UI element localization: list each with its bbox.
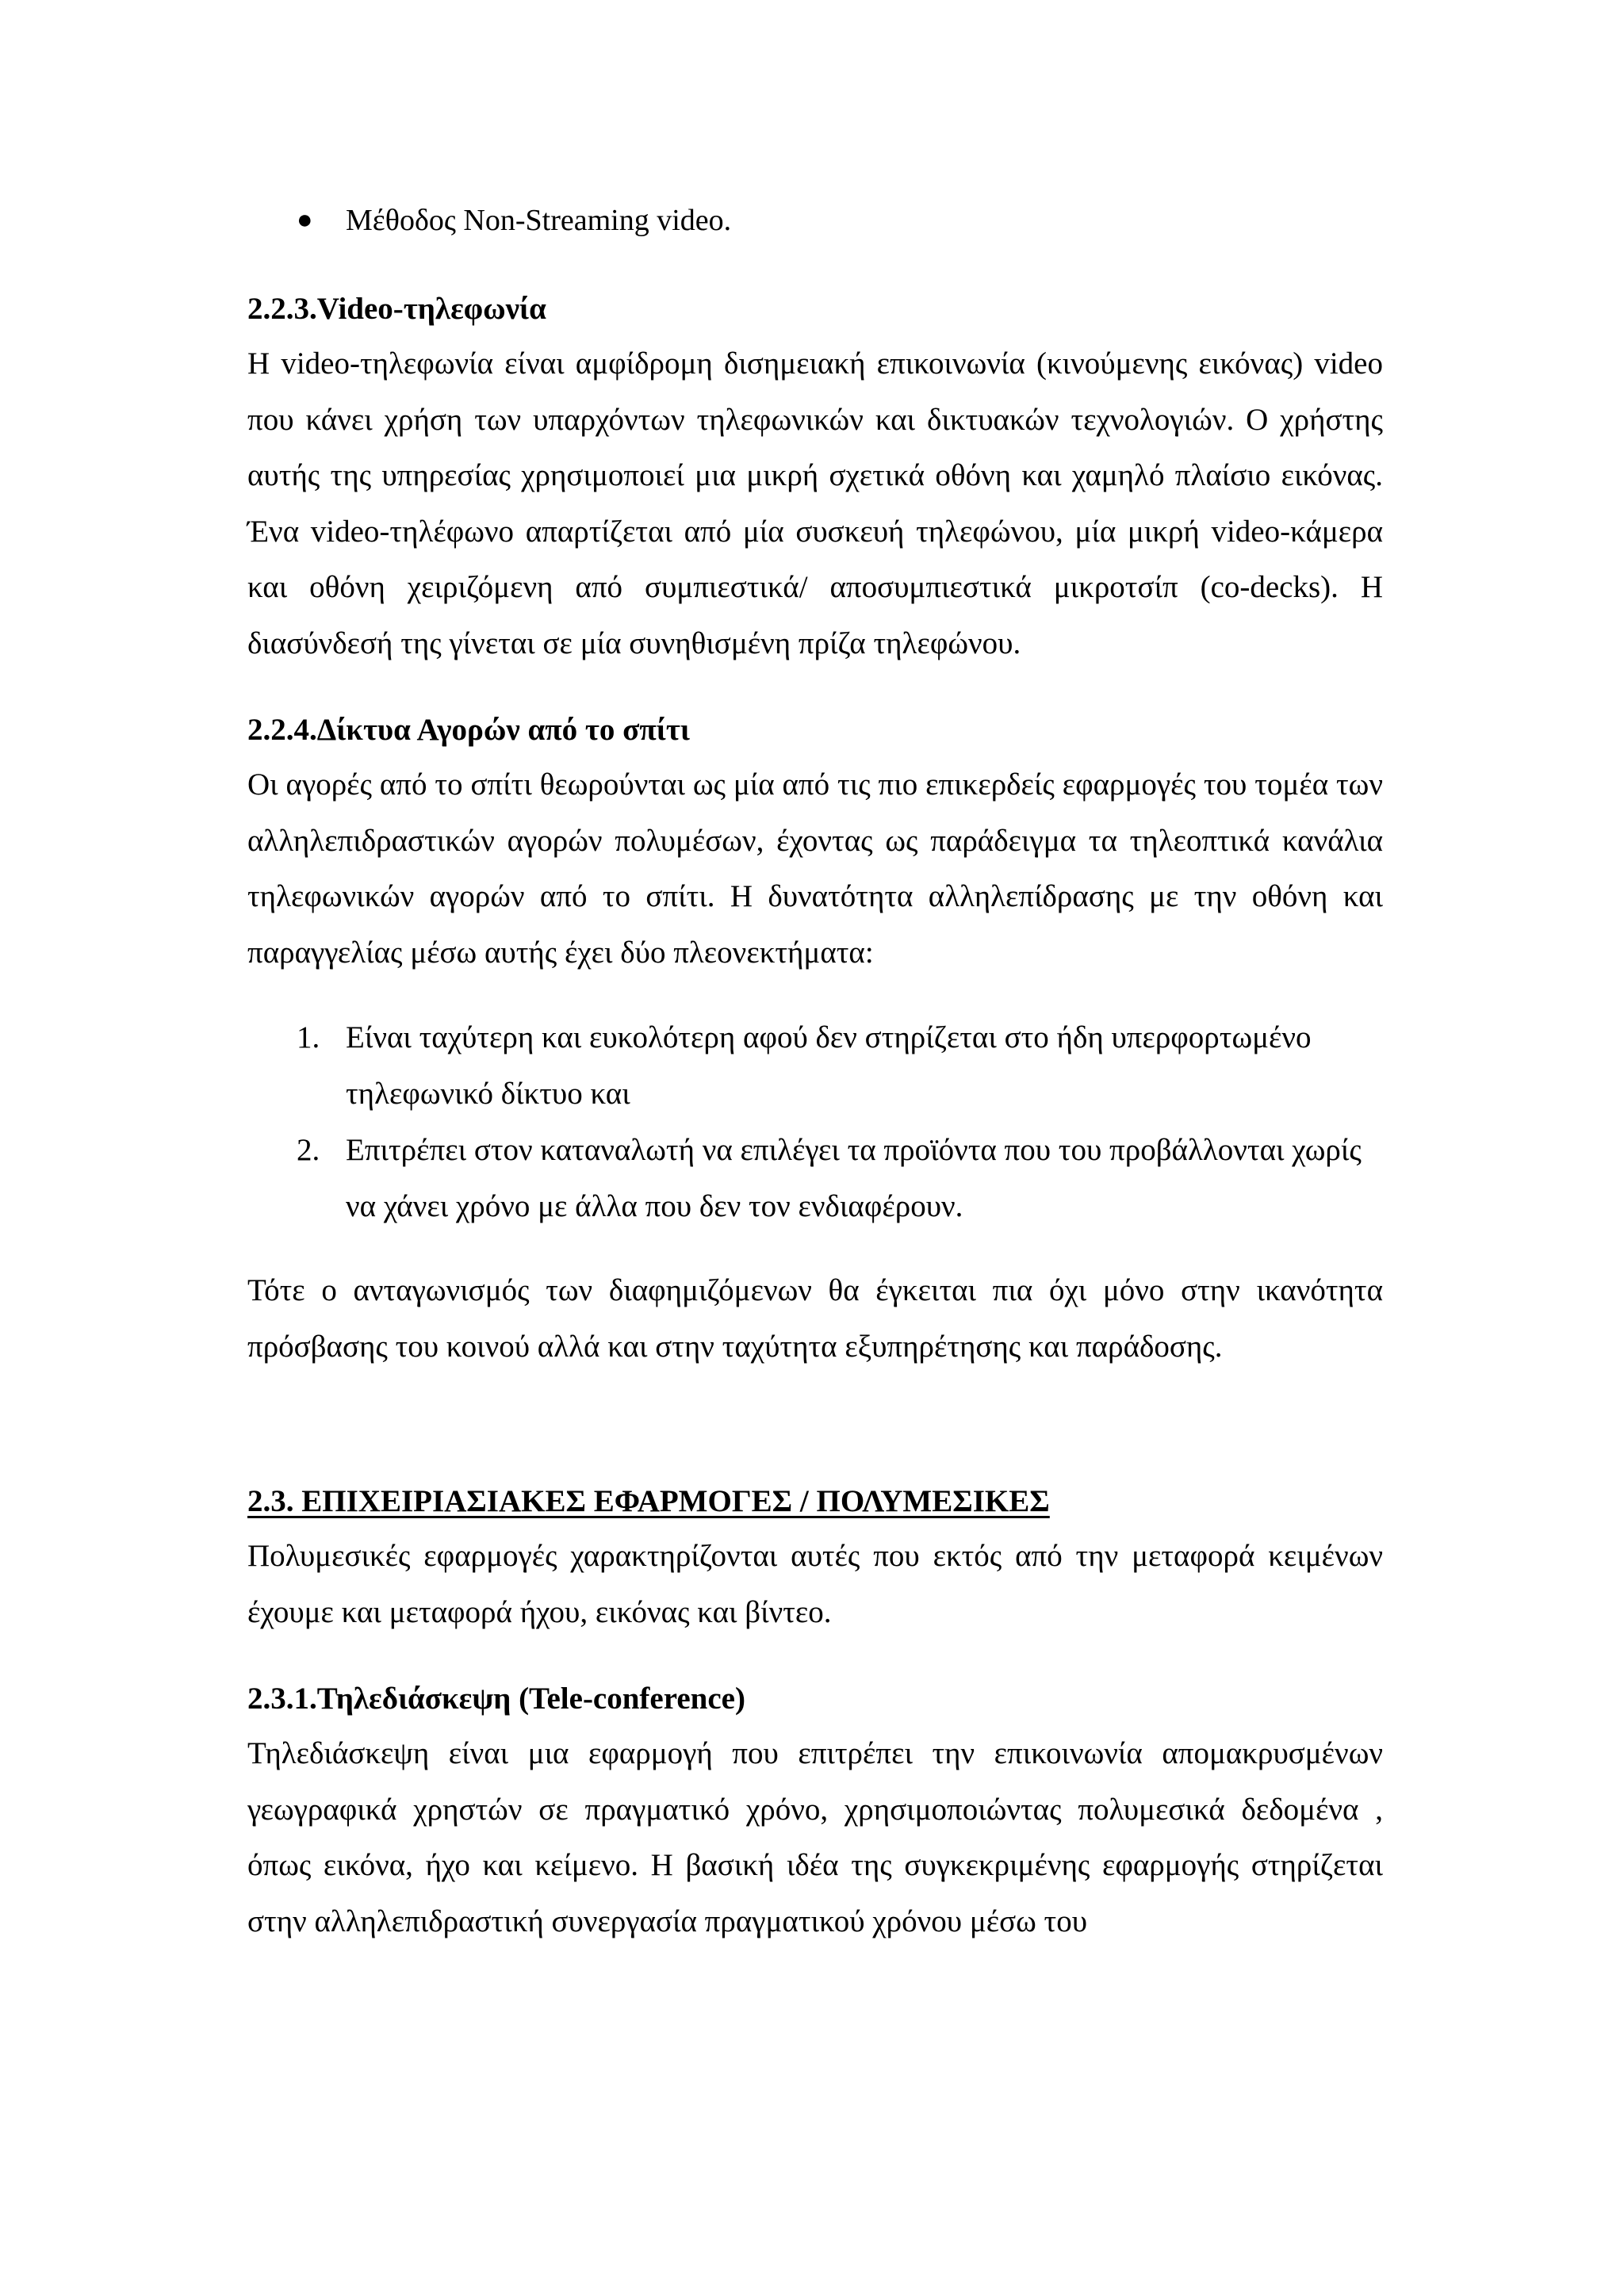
bullet-item xyxy=(297,193,1383,247)
paragraph-home-shopping: Οι αγορές από το σπίτι θεωρούνται ως μία από τις πιο επικερδείς εφαρμογές του τομέα των αλληλεπιδραστικών αγορών πολυμέσων, έχοντας ως παράδειγμα τα τηλεοπτικά κανάλια τηλεφωνικών αγορών από το σπίτι. Η δυνατότητα αλληλεπίδρασης με την οθόνη και παραγγελίας μέσω αυτής έχει δύο πλεονεκτήματα: xyxy=(247,767,1383,970)
paragraph-multimedia-apps: Πολυμεσικές εφαρμογές χαρακτηρίζονται αυτές που εκτός από την μεταφορά κειμένων έχουμε και μεταφορά ήχου, εικόνας και βίντεο. xyxy=(247,1539,1383,1629)
list-item xyxy=(297,1122,1383,1234)
numbered-list xyxy=(297,1009,1383,1234)
heading-2-3: 2.3. ΕΠΙΧΕΙΡΙΑΣΙΑΚΕΣ ΕΦΑΡΜΟΓΕΣ / ΠΟΛΥΜΕΣΙΚΕΣ xyxy=(247,1484,1050,1518)
list-item xyxy=(297,1009,1383,1122)
list-text: Επιτρέπει στον καταναλωτή να επιλέγει τα προϊόντα που του προβάλλονται χωρίς να χάνει χρόνο με άλλα που δεν τον ενδιαφέρουν. xyxy=(346,1133,1362,1223)
paragraph-teleconference: Τηλεδιάσκεψη είναι μια εφαρμογή που επιτρέπει την επικοινωνία απομακρυσμένων γεωγραφικά χρηστών σε πραγματικό χρόνο, χρησιμοποιώντας πολυμεσικά δεδομένα , όπως εικόνα, ήχο και κείμενο. Η βασική ιδέα της συγκεκριμένης εφαρμογής στηρίζεται στην αλληλεπιδραστική συνεργασία πραγματικού χρόνου μέσω του xyxy=(247,1736,1383,1938)
document-body xyxy=(247,193,1383,1950)
list-number: 2. xyxy=(297,1133,320,1167)
list-number: 1. xyxy=(297,1020,320,1054)
bullet-icon: ● xyxy=(297,205,313,235)
heading-2-2-3: 2.2.3.Video-τηλεφωνία xyxy=(247,292,546,326)
paragraph-competition: Τότε ο ανταγωνισμός των διαφημιζόμενων θα έγκειται πια όχι μόνο στην ικανότητα πρόσβασης του κοινού αλλά και στην ταχύτητα εξυπηρέτησης και παράδοσης. xyxy=(247,1273,1383,1364)
bullet-list xyxy=(297,193,1383,247)
heading-2-3-1: 2.3.1.Τηλεδιάσκεψη (Tele-conference) xyxy=(247,1682,745,1716)
paragraph-video-telephony: Η video-τηλεφωνία είναι αμφίδρομη δισημειακή επικοινωνία (κινούμενης εικόνας) video που κάνει χρήση των υπαρχόντων τηλεφωνικών και δικτυακών τεχνολογιών. Ο χρήστης αυτής της υπηρεσίας χρησιμοποιεί μια μικρή σχετικά οθόνη και χαμηλό πλαίσιο εικόνας. Ένα video-τηλέφωνο απαρτίζεται από μία συσκευή τηλεφώνου, μία μικρή video-κάμερα και οθόνη χειριζόμενη από συμπιεστικά/ αποσυμπιεστικά μικροτσίπ (co-decks). Η διασύνδεσή της γίνεται σε μία συνηθισμένη πρίζα τηλεφώνου. xyxy=(247,346,1383,660)
bullet-text: Μέθοδος Non-Streaming video. xyxy=(346,204,732,237)
list-text: Είναι ταχύτερη και ευκολότερη αφού δεν στηρίζεται στο ήδη υπερφορτωμένο τηλεφωνικό δίκτυο και xyxy=(346,1020,1312,1111)
heading-2-2-4: 2.2.4.Δίκτυα Αγορών από το σπίτι xyxy=(247,713,690,747)
